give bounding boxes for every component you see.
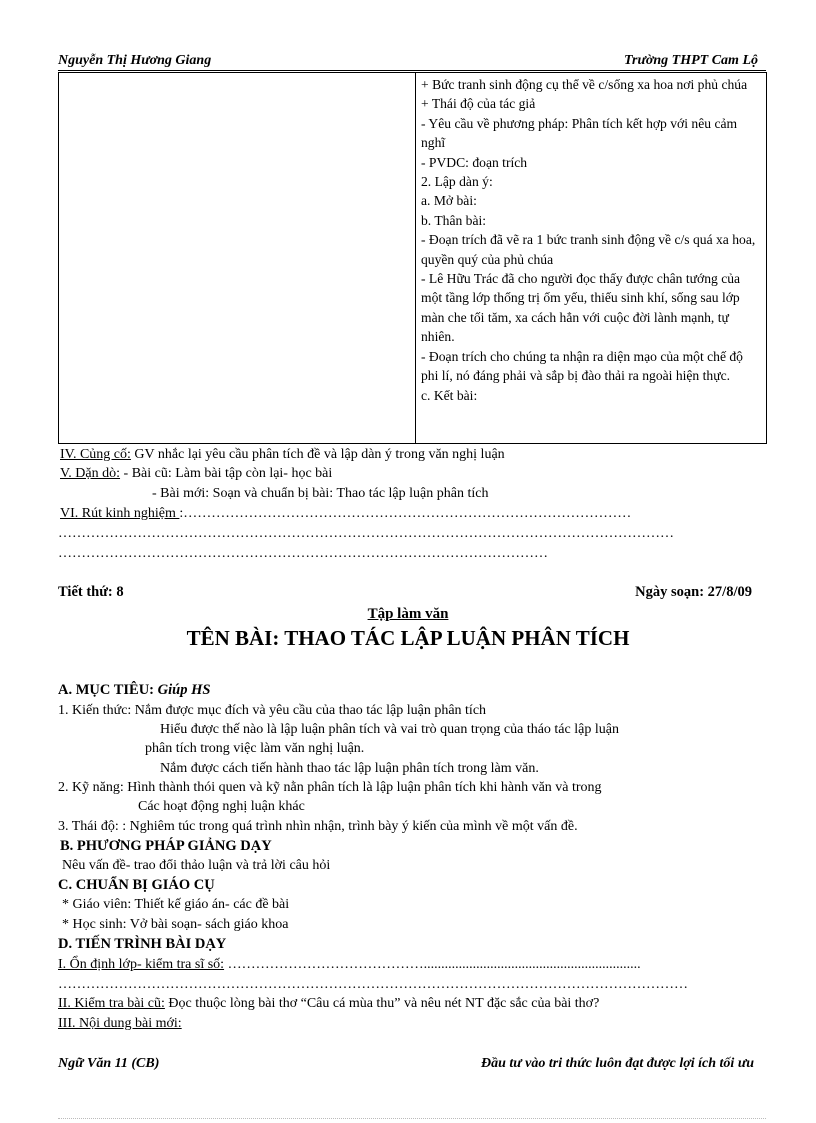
box-line: b. Thân bài:: [421, 212, 487, 228]
prep-heading: C. CHUẨN BỊ GIÁO CỤ: [58, 877, 215, 893]
process-heading: D. TIẾN TRÌNH BÀI DẠY: [58, 936, 227, 952]
cungco-text: GV nhắc lại yêu cầu phân tích đề và lập dàn ý trong văn nghị luận: [130, 447, 505, 462]
box-line: - Lê Hữu Trác đã cho người đọc thấy được chân tướng của một tầng lớp thống trị ốm yếu, thiếu sinh khí, sống sau lớp màn che tối tăm, xa cách hẳn với cuộc đời lành mạnh, tự nhiên.: [421, 271, 741, 345]
process-i-line: [58, 957, 641, 973]
ngay-soan: Ngày soạn: 27/8/09: [635, 584, 752, 600]
header-author: Nguyễn Thị Hương Giang: [58, 53, 212, 68]
box-line: 2. Lập dàn ý:: [421, 174, 493, 190]
table-left-cell: [59, 73, 416, 444]
footer-left: Ngữ Văn 11 (CB): [58, 1056, 160, 1071]
process-dots-2: ………………………………………………………………………………………………………………………: [58, 977, 688, 992]
methods-text: Nêu vấn đề- trao đổi thảo luận và trả lời câu hỏi: [62, 858, 331, 873]
dots-line-2: ……………………………………………………………………………………………………………………: [58, 526, 674, 541]
dots-line-3: ……………………………………………………………………………………………: [58, 546, 548, 561]
header-rule: [58, 70, 766, 71]
header-school: Trường THPT Cam Lộ: [624, 53, 758, 68]
subject: Tập làm văn: [367, 606, 449, 622]
objectives-heading-text: A. MỤC TIÊU:: [58, 682, 158, 698]
box-line: c. Kết bài:: [421, 387, 478, 403]
box-line: + Bức tranh sinh động cụ thể về c/sống xa hoa nơi phủ chúa: [421, 77, 748, 92]
process-i-dots: ……………………………………..............................................................: [224, 957, 641, 972]
danho-text: - Bài cũ: Làm bài tập còn lại- học bài: [120, 466, 333, 481]
danho-label: V. Dặn dò:: [60, 466, 121, 481]
box-line: a. Mở bài:: [421, 193, 477, 209]
kt-line-1: 1. Kiến thức: Nắm được mục đích và yêu cầu của thao tác lập luận phân tích: [58, 703, 487, 718]
kt-line-3: phân tích trong việc làm văn nghị luận.: [145, 741, 365, 756]
box-line: - Yêu cầu về phương pháp: Phân tích kết hợp với nêu cảm nghĩ: [421, 115, 738, 151]
prep-gv: * Giáo viên: Thiết kế giáo án- các đề bài: [62, 897, 290, 912]
cungco-line: [60, 447, 505, 463]
rut-line: [60, 506, 631, 522]
rut-label: VI. Rút kinh nghiệm: [60, 506, 180, 521]
kt-line-2: Hiểu được thế nào là lập luận phân tích và vai trò quan trọng của tháo tác lập luận: [160, 722, 619, 737]
objectives-heading-sub: Giúp HS: [157, 682, 211, 698]
page-bottom-rule: [58, 1118, 766, 1119]
box-line: - PVDC: đoạn trích: [421, 154, 528, 170]
process-ii-text: Đọc thuộc lòng bài thơ “Câu cá mùa thu” và nêu nét NT đặc sắc của bài thơ?: [164, 996, 600, 1011]
cungco-label: IV. Củng cố:: [60, 447, 131, 462]
content-table: [58, 72, 767, 444]
box-line: - Đoạn trích cho chúng ta nhận ra diện mạo của một chế độ phi lí, nó đáng phải và sắp bị đào thải ra ngoài hiện thực.: [421, 348, 743, 384]
process-iii-label: III. Nội dung bài mới:: [58, 1016, 182, 1031]
footer-right: Đầu tư vào tri thức luôn đạt được lợi ích tối ưu: [481, 1056, 754, 1071]
danho-text2: - Bài mới: Soạn và chuẩn bị bài: Thao tác lập luận phân tích: [152, 486, 489, 501]
td-line: 3. Thái độ: : Nghiêm túc trong quá trình nhìn nhận, trình bày ý kiến của mình về một vấn đề.: [58, 819, 578, 834]
page-title: TÊN BÀI: THAO TÁC LẬP LUẬN PHÂN TÍCH: [186, 626, 630, 650]
rut-dots: :……………………………………………………………………………………: [179, 506, 632, 521]
kn-line-2: Các hoạt động nghị luận khác: [138, 799, 305, 814]
process-i-label: I. Ổn định lớp- kiểm tra sĩ số:: [58, 957, 225, 972]
box-line: + Thái độ của tác giả: [421, 96, 536, 112]
methods-heading: B. PHƯƠNG PHÁP GIẢNG DẠY: [60, 838, 272, 854]
prep-hs: * Học sinh: Vở bài soạn- sách giáo khoa: [62, 917, 289, 932]
process-ii-label: II. Kiểm tra bài cũ:: [58, 996, 165, 1011]
table-right-cell: [416, 73, 767, 444]
kn-line-1: 2. Kỹ năng: Hình thành thói quen và kỹ nằn phân tích là lập luận phân tích khi hành văn và trong: [58, 780, 602, 795]
danho-line: [60, 466, 332, 482]
tiet-label: Tiết thứ: 8: [58, 584, 124, 600]
process-ii-line: [58, 996, 599, 1012]
box-line: - Đoạn trích đã vẽ ra 1 bức tranh sinh động về c/s quá xa hoa, quyền quý của phủ chúa: [421, 232, 756, 267]
kt-line-4: Nắm được cách tiến hành thao tác lập luận phân tích trong làm văn.: [160, 761, 539, 776]
objectives-heading: [58, 682, 210, 699]
